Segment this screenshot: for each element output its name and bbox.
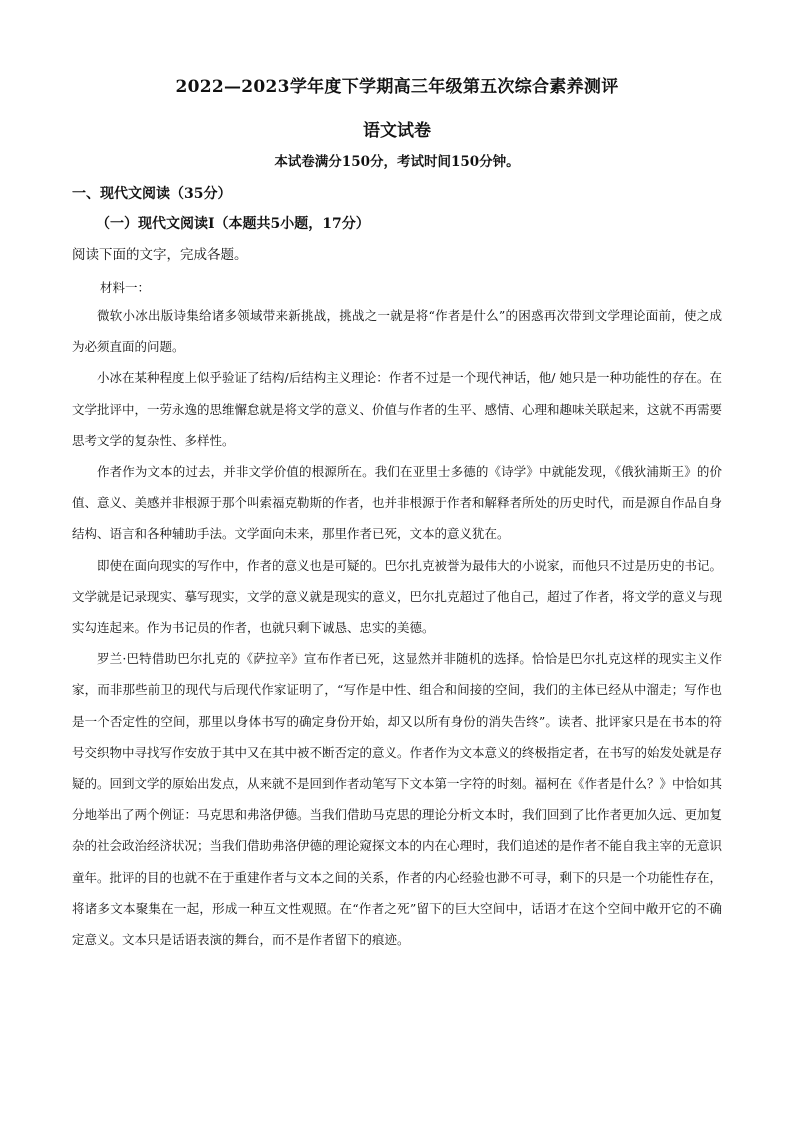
material-label: 材料一： [100,280,151,295]
exam-note: 本试卷满分150分，考试时间150分钟。 [274,154,520,170]
passage-paragraph: 罗兰·巴特借助巴尔扎克的《萨拉辛》宣布作者已死，这显然并非随机的选择。恰恰是巴尔扎克这样的现实主义作家，而非那些前卫的现代与后现代作家证明了，“写作是中性、组合和间接的空间，我们的主体已经从中溜走；写作也是一个否定性的空间，那里以身体书写的确定身份开始，却又以所有身份的消失告终”。读者、批评家只是在书本的符号交织物中寻找写作安放于其中又在其中被不断否定的意义。作者作为文本意义的终极指定者，在书写的始发处就是存疑的。回到文学的原始出发点，从来就不是回到作者动笔写下文本第一字符的时刻。福柯在《作者是什么？》中恰如其分地举出了两个例证：马克思和弗洛伊德。当我们借助马克思的理论分析文本时，我们回到了比作者更加久远、更加复杂的社会政治经济状况；当我们借助弗洛伊德的理论窥探文本的内在心理时，我们追述的是作者不能自我主宰的无意识童年。批评的目的也就不在于重建作者与文本之间的关系，作者的内心经验也渺不可寻，剩下的只是一个功能性存在，将诸多文本聚集在一起，形成一种互文性观照。在“作者之死”留下的巨大空间中，话语才在这个空间中敞开它的不确定意义。文本只是话语表演的舞台，而不是作者留下的痕迹。 [72,651,723,948]
passage-paragraph: 作者作为文本的过去，并非文学价值的根源所在。我们在亚里士多德的《诗学》中就能发现，《俄狄浦斯王》的价值、意义、美感并非根源于那个叫索福克勒斯的作者，也并非根源于作者和解释者所处的历史时代，而是源自作品自身结构、语言和各种辅助手法。文学面向未来，那里作者已死，文本的意义犹在。 [72,464,723,542]
passage-body [72,300,722,955]
reading-instruction: 阅读下面的文字，完成各题。 [72,247,248,263]
passage-paragraph: 微软小冰出版诗集给诸多领域带来新挑战，挑战之一就是将“作者是什么”的困惑再次带到文学理论面前，使之成为必须直面的问题。 [72,308,722,355]
section-heading: 一、现代文阅读（35分） [72,186,232,202]
passage-paragraph: 即使在面向现实的写作中，作者的意义也是可疑的。巴尔扎克被誉为最伟大的小说家，而他只不过是历史的书记。文学就是记录现实、摹写现实，文学的意义就是现实的意义，巴尔扎克超过了他自己，超过了作者，将文学的意义与现实勾连起来。作为书记员的作者，也就只剩下诚恳、忠实的美德。 [72,557,723,636]
passage-paragraph: 小冰在某种程度上似乎验证了结构/后结构主义理论：作者不过是一个现代神话，他/ 她只是一种功能性的存在。在文学批评中，一劳永逸的思维懈怠就是将文学的意义、价值与作者的生平、感情、心理和趣味关联起来，这就不再需要思考文学的复杂性、多样性。 [72,370,723,448]
subsection-heading: （一）现代文阅读Ⅰ（本题共5小题，17分） [96,216,370,232]
exam-subtitle: 语文试卷 [363,121,431,141]
exam-title: 2022—2023学年度下学期高三年级第五次综合素养测评 [175,77,619,97]
